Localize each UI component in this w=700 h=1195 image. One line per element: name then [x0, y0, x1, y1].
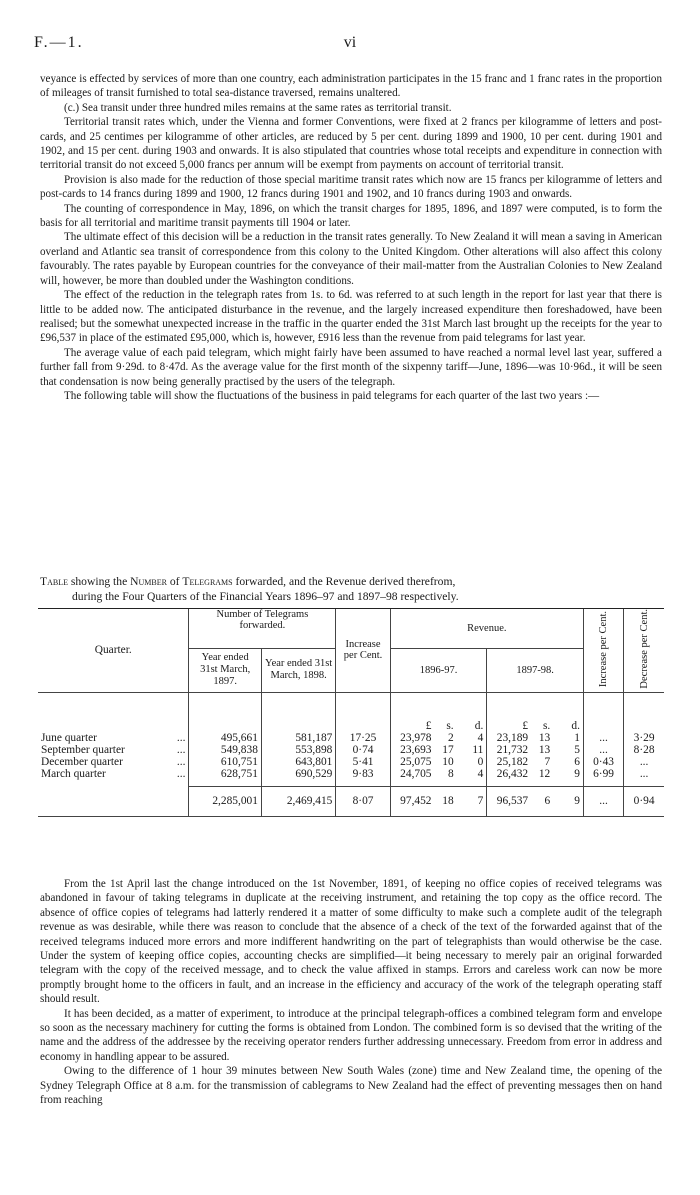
increase-value: 5·41	[336, 756, 390, 768]
table-row	[38, 768, 664, 786]
paragraph: Provision is also made for the reduction of those special maritime transit rates which now are 15 francs per kilogramme of letters and post-cards to 14 francs during 1899 and 1900, 12 francs during 1901 and 1902, and 10 francs during 1903 and onwards.	[40, 173, 662, 201]
rev2-pounds: 26,432	[487, 768, 531, 786]
leader-dots: ...	[176, 744, 186, 757]
spacer-cell	[38, 692, 189, 732]
decrease-pct-value: 3·29	[624, 732, 664, 744]
unit-shilling: s.	[446, 720, 454, 733]
rev1-shillings: 2	[447, 732, 454, 745]
rev1-shillings: 17	[442, 744, 454, 757]
header-quarter: Quarter.	[38, 609, 189, 693]
quarter-label: September quarter	[41, 744, 125, 757]
page-number: vi	[343, 34, 357, 51]
table-row	[38, 744, 664, 756]
year1-value: 495,661	[189, 732, 261, 744]
increase-value: 9·83	[336, 768, 390, 786]
increase-value: 0·74	[336, 744, 390, 756]
header-increase: Increase per Cent.	[336, 609, 390, 693]
rev2-pence: 5	[574, 744, 580, 757]
total-increase-pct: ...	[583, 786, 623, 816]
table-caption	[40, 575, 662, 604]
quarter-label: March quarter	[41, 768, 106, 781]
paragraph: The counting of correspondence in May, 1896, on which the transit charges for 1895, 1896, and 1897 were computed, is to form the basis for all territorial and maritime transit payments till 1904 or later.	[40, 202, 662, 230]
rev1-pounds: 23,978	[390, 732, 434, 744]
spacer-cell	[189, 692, 261, 732]
rev1-pence: 4	[477, 732, 484, 745]
total-decrease-pct: 0·94	[624, 786, 664, 816]
unit-pound: £	[390, 692, 434, 732]
caption-text: forwarded, and the Revenue derived therefrom,	[232, 575, 456, 588]
increase-pct-value: ...	[583, 732, 623, 744]
year1-value: 610,751	[189, 756, 261, 768]
decrease-pct-value: ...	[624, 768, 664, 786]
increase-value: 17·25	[336, 732, 390, 744]
total-rev1-pounds: 97,452	[390, 786, 434, 816]
rev2-pounds: 21,732	[487, 744, 531, 756]
caption-text: showing the	[67, 575, 131, 588]
page-header	[30, 34, 670, 58]
rev1-pence: 4	[477, 768, 484, 781]
paragraph: (c.) Sea transit under three hundred miles remains at the same rates as territorial transit.	[64, 101, 452, 114]
total-row	[38, 786, 664, 816]
increase-pct-value: ...	[583, 744, 623, 756]
paragraph: Owing to the difference of 1 hour 39 minutes between New South Wales (zone) time and New Zealand time, the opening of the Sydney Telegraph Office at 8 a.m. for the transmission of cablegrams to New Zealand had the effect of preventing messages then on hand from reaching	[40, 1065, 662, 1107]
total-rev2-pounds: 96,537	[487, 786, 531, 816]
decrease-pct-value: 8·28	[624, 744, 664, 756]
header-rev2: 1897-98.	[487, 648, 584, 692]
paragraph: From the 1st April last the change introduced on the 1st November, 1891, of keeping no office copies of received telegrams was abandoned in favour of taking telegrams in duplicate at the receiving instrument, and retaining the top copy as the office record. The absence of office copies of telegrams had latterly rendered it a matter of some difficulty to make such a complete audit of the telegraph revenue as was desirable, while there was reason to conclude that the absence of a check of the text of the forwarded against that of the received telegrams induced more errors and more indifferent handwriting on the part of telegraphists than would otherwise be the case. Under the system of keeping office copies, accounting checks are simplified—it being necessary to merely pair an original forwarded telegram with the copy of the received message, and to check the value affixed in stamps. Errors and careless work can now be more promptly brought home to the officers in fault, and an increase in the efficiency and accuracy of the work of the telegraph operating staff should result.	[40, 878, 662, 1006]
header-increase-pct: Increase per Cent.	[598, 610, 610, 687]
year2-value: 643,801	[261, 756, 335, 768]
spacer-cell	[583, 692, 623, 732]
table-row	[38, 756, 664, 768]
paragraph: The effect of the reduction in the telegraph rates from 1s. to 6d. was referred to at such length in the report for last year that there is little to be added now. The anticipated disturbance in the revenue, and the largely increased expenditure then foreshadowed, have been realised; but the somewhat unexpected increase in the traffic in the quarter ended the 31st March last brought up the receipts for the year to £96,537 in place of the estimated £95,000, which is, however, £916 less than the revenue from paid telegrams for last year.	[40, 289, 662, 345]
paragraph: veyance is effected by services of more than one country, each administration participates in the 15 franc and 1 franc rates in the proportion of mileages of transit furnished to total sea-distance traversed, remains unaltered.	[40, 73, 662, 100]
paragraph: Territorial transit rates which, under the Vienna and former Conventions, were fixed at 2 francs per kilogramme of letters and post-cards, and 25 centimes per kilogramme of other articles, are reduced by 5 per cent. during 1899 and 1900, 10 per cent. during 1901 and 1902, and 15 per cent. during 1903 and onwards. It is also stipulated that countries whose total receipts and expenditure in connection with territorial transit do not exceed 5,000 francs per annum will be exempt from payments on account of territorial transit.	[40, 116, 662, 172]
header-decrease-pct: Decrease per Cent.	[638, 609, 650, 689]
year2-value: 581,187	[261, 732, 335, 744]
total-rev1-shillings: 18	[435, 786, 457, 816]
year2-value: 690,529	[261, 768, 335, 786]
caption-line-2: during the Four Quarters of the Financial Years 1896–97 and 1897–98 respectively.	[72, 589, 459, 603]
caption-word: Telegrams	[182, 575, 233, 588]
header-decrease-pct-cell	[624, 609, 664, 693]
year1-value: 549,838	[189, 744, 261, 756]
decrease-pct-value: ...	[624, 756, 664, 768]
rev1-shillings: 8	[447, 768, 454, 781]
header-number-group: Number of Telegrams forwarded.	[189, 609, 336, 649]
header-year2: Year ended 31st March, 1898.	[261, 648, 335, 692]
telegrams-table	[38, 608, 664, 817]
rev1-pounds: 25,075	[390, 756, 434, 768]
rev1-pounds: 24,705	[390, 768, 434, 786]
rev2-shillings: 13	[538, 732, 551, 745]
rev2-pence: 9	[574, 768, 580, 781]
unit-pence: d.	[474, 720, 484, 733]
header-increase-pct-cell	[583, 609, 623, 693]
header-year1: Year ended 31st March, 1897.	[189, 648, 261, 692]
paragraph: The average value of each paid telegram, which might fairly have been assumed to have reached a normal level last year, suffered a further fall from 9·29d. to 8·47d. As the average value for the first month of the sixpenny tariff—June, 1896—was 10·96d., it will be seen that condensation is now being generally practised by the users of the telegraph.	[40, 346, 662, 388]
total-year2: 2,469,415	[261, 786, 335, 816]
rev2-pence: 6	[574, 756, 580, 769]
caption-text: of	[166, 575, 183, 588]
rev1-shillings: 10	[442, 756, 454, 769]
rev1-pence: 0	[477, 756, 484, 769]
total-rev1-pence: 7	[457, 786, 487, 816]
caption-word: Table	[40, 575, 68, 588]
rev2-shillings: 7	[544, 756, 551, 769]
total-increase: 8·07	[336, 786, 390, 816]
total-rev2-pence: 9	[553, 786, 583, 816]
increase-pct-value: 0·43	[583, 756, 623, 768]
row-label	[38, 744, 189, 756]
table-row	[38, 732, 664, 744]
document-reference: F.—1.	[34, 34, 84, 51]
paragraph: The following table will show the fluctuations of the business in paid telegrams for each quarter of the last two years :—	[64, 389, 600, 402]
rev1-pounds: 23,693	[390, 744, 434, 756]
row-label	[38, 756, 189, 768]
quarter-label: June quarter	[41, 732, 97, 745]
increase-pct-value: 6·99	[583, 768, 623, 786]
leader-dots: ...	[176, 732, 186, 745]
rev2-shillings: 13	[538, 744, 551, 757]
rev2-pence: 1	[574, 732, 580, 745]
rev2-pounds: 25,182	[487, 756, 531, 768]
rev1-pence: 11	[472, 744, 484, 757]
caption-word: Number	[130, 575, 167, 588]
year2-value: 553,898	[261, 744, 335, 756]
total-rev2-shillings: 6	[531, 786, 553, 816]
unit-shilling: s.	[542, 720, 551, 733]
paragraph: The ultimate effect of this decision will be a reduction in the transit rates generally. To New Zealand it will mean a saving in American overland and Atlantic sea transit of correspondence from this colony to the United Kingdom. Other alterations will also affect this colony favourably. The rates payable by European countries for the conveyance of their mail-matter from the Australian Colonies to New Zealand will, however, be more than doubled under the Washington conditions.	[40, 231, 662, 287]
paragraph: It has been decided, as a matter of experiment, to introduce at the principal telegraph-offices a combined telegram form and envelope so soon as the necessary machinery for cutting the forms is obtained from London. The combined form is so devised that the writing of the name and the address of the addressee by the receiving operator renders further addressing unnecessary. Freedom from error in address and economy in handling appear to be assured.	[40, 1007, 662, 1063]
unit-pound: £	[487, 692, 531, 732]
header-rev1: 1896-97.	[390, 648, 487, 692]
total-year1: 2,285,001	[189, 786, 261, 816]
spacer-cell	[336, 692, 390, 732]
header-revenue-group: Revenue.	[390, 609, 583, 649]
unit-pence: d.	[571, 720, 580, 733]
leader-dots: ...	[176, 756, 186, 769]
year1-value: 628,751	[189, 768, 261, 786]
row-label	[38, 768, 189, 786]
spacer-cell	[261, 692, 335, 732]
body-text-top	[40, 72, 662, 403]
rev2-shillings: 12	[538, 768, 551, 781]
spacer-cell	[624, 692, 664, 732]
row-label	[38, 732, 189, 744]
body-text-bottom	[40, 877, 662, 1108]
leader-dots: ...	[176, 768, 186, 781]
spacer-cell	[38, 786, 189, 816]
rev2-pounds: 23,189	[487, 732, 531, 744]
quarter-label: December quarter	[41, 756, 123, 769]
